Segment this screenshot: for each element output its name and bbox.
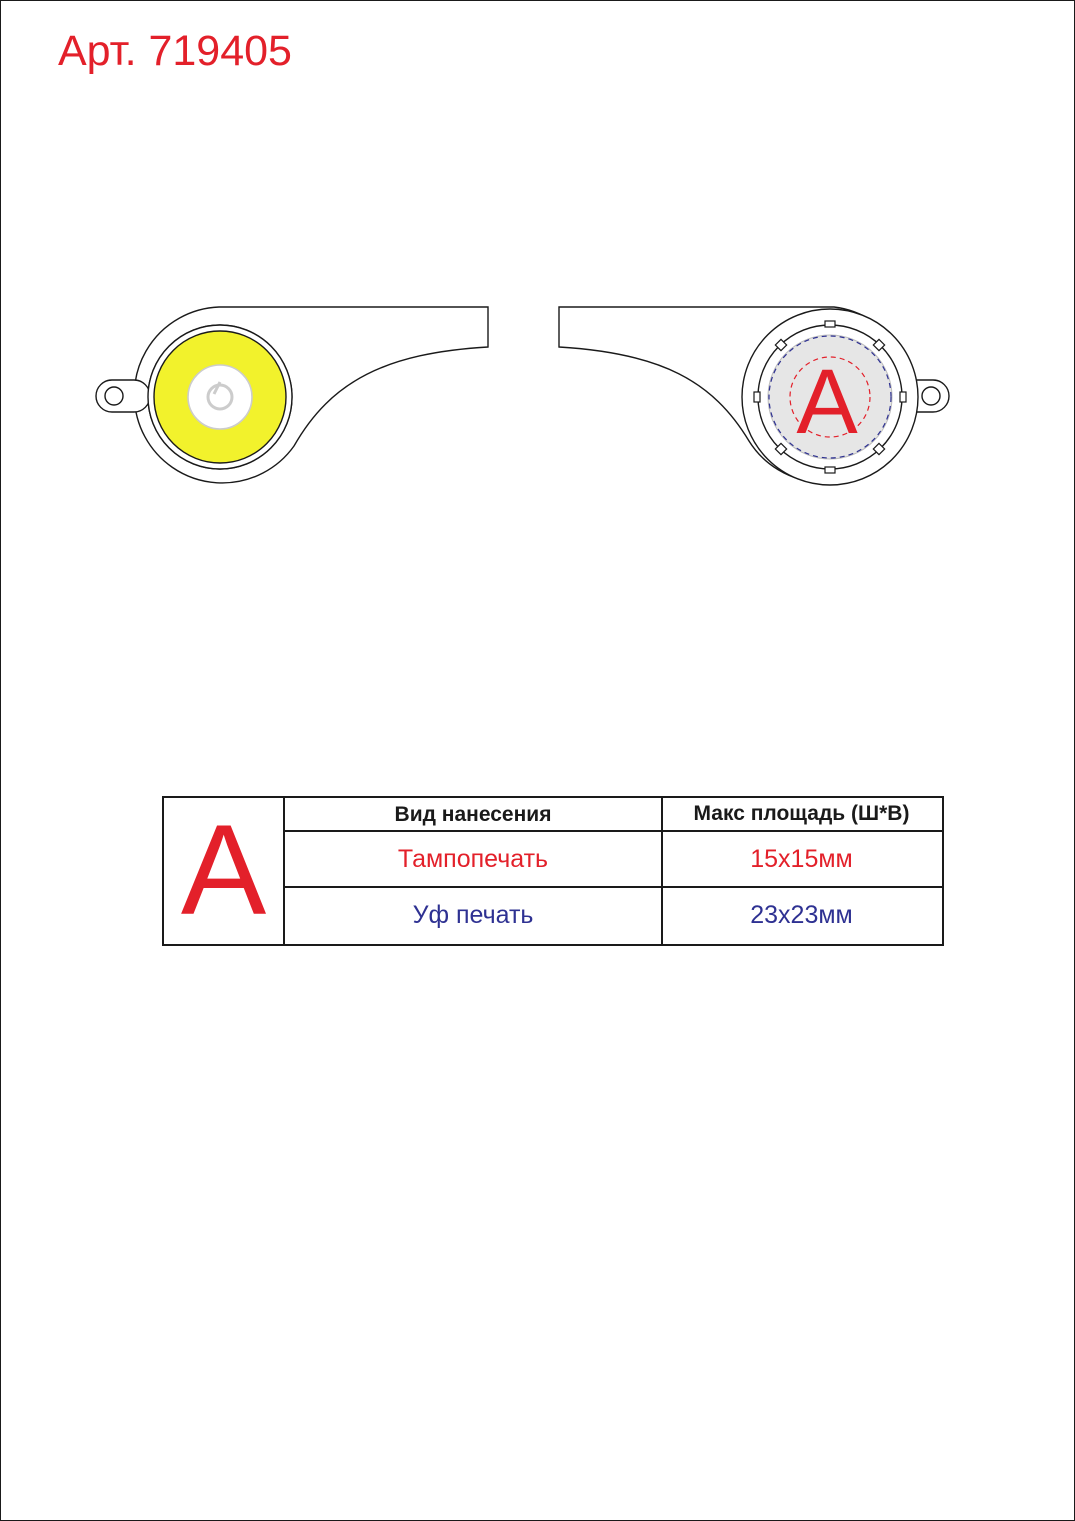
row-method-uv: Уф печать: [412, 900, 534, 929]
whistle-drawing: [1, 281, 1075, 521]
row-area-pad: 15x15мм: [750, 844, 853, 873]
marker-letter: A: [180, 799, 267, 942]
header-method: Вид нанесения: [394, 803, 552, 826]
row-area-uv: 23x23мм: [750, 900, 853, 929]
print-area-marker: A: [796, 351, 858, 453]
whistle-back-icon: [559, 307, 949, 485]
whistle-front-icon: [96, 307, 488, 483]
print-methods-table: [162, 796, 942, 946]
row-method-pad: Тампопечать: [397, 844, 549, 873]
header-area: Макс площадь (Ш*В): [693, 802, 910, 825]
article-title: Арт. 719405: [58, 27, 292, 75]
